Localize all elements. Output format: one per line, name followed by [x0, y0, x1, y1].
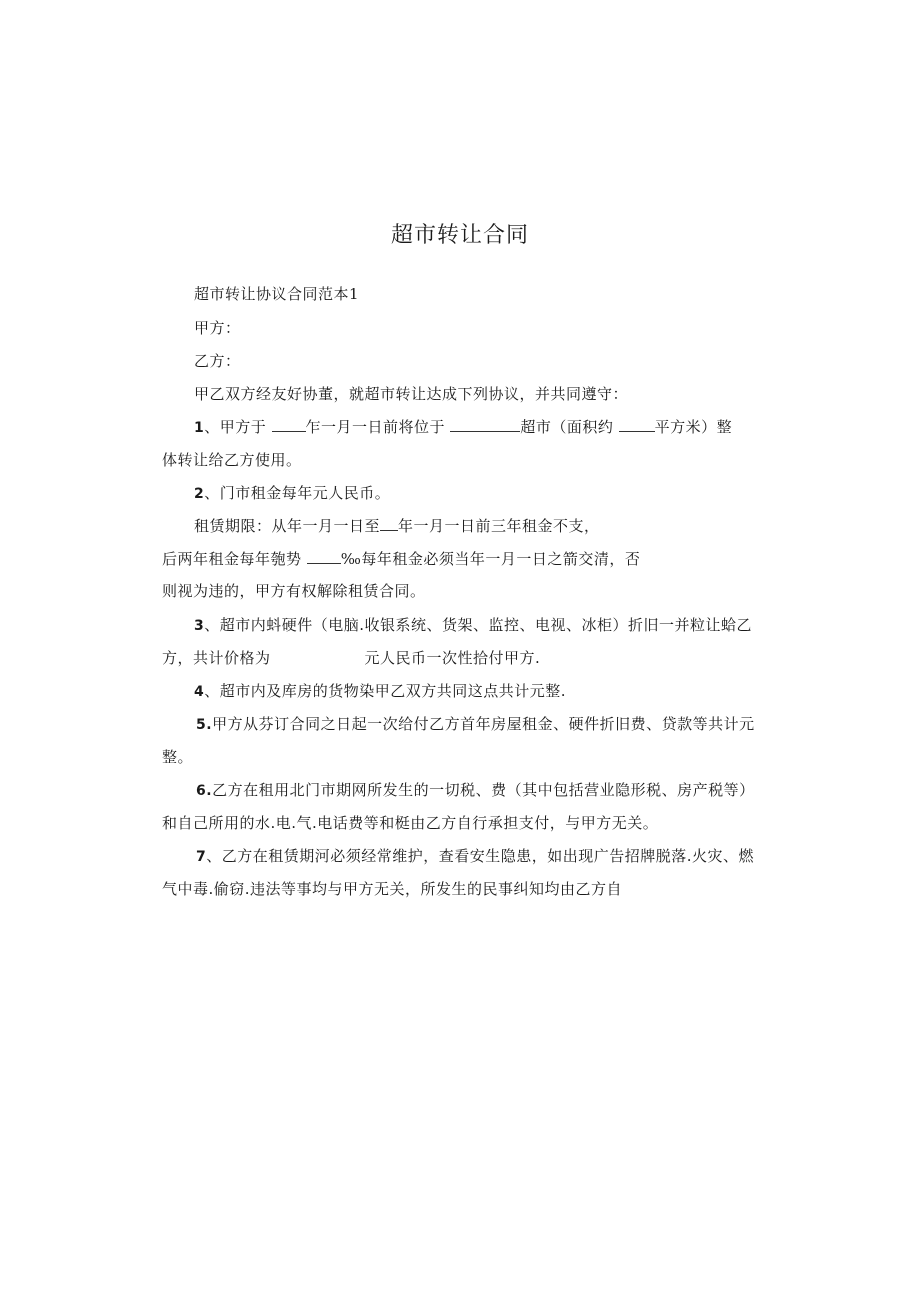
- party-a-label: 甲方：: [194, 319, 241, 337]
- clause-7-line-1: [196, 846, 754, 867]
- clause-2-text: 、门市租金每年元人民币。: [204, 484, 391, 502]
- clause-3-line-1: [194, 615, 752, 636]
- lease-text-c: 后两年租金每年匏势: [162, 550, 302, 568]
- clause-7-text: 、乙方在租赁期河必须经常维护，查看安生隐患，如出现广告招牌脱落.火灾、燃: [206, 847, 755, 865]
- clause-5-text: 甲方从芬订合同之日起一次给付乙方首年房屋租金、硬件折旧费、贷款等共计元: [212, 715, 755, 733]
- subtitle: 超市转让协议合同范本1: [194, 285, 360, 303]
- clause-3-number: 3: [194, 618, 205, 634]
- party-b-label: 乙方：: [194, 352, 241, 370]
- clause-1-line-1: [194, 417, 732, 438]
- clause-3-line-2: [162, 648, 540, 668]
- lease-text-a: 租赁期限：从年一月一日至: [194, 517, 381, 535]
- clause-1-text-d: 平方米）整: [654, 418, 733, 436]
- blank-area: [619, 417, 655, 432]
- clause-3-cont-b: 元人民币一次性拾付甲方.: [364, 649, 541, 667]
- clause-1-number: 1: [194, 420, 205, 436]
- clause-7-line-2: 气中毒.偷窃.违法等事均与甲方无关，所发生的民事纠知均由乙方自: [162, 880, 623, 898]
- clause-1-text-b: 乍一月一日前将位于: [305, 418, 446, 436]
- clause-4-text: 、超市内及库房的货物染甲乙双方共同这点共计元整.: [204, 682, 567, 700]
- lease-line-1: [194, 516, 600, 536]
- clause-3-cont-a: 方，共计价格为: [162, 649, 271, 667]
- clause-7-number: 7: [196, 849, 207, 865]
- clause-5-line-2: 整。: [162, 748, 194, 766]
- clause-1-text-c: 超市（面积约: [520, 418, 614, 436]
- lease-text-b: 年一月一日前三年租金不支，: [398, 517, 600, 535]
- blank-year: [272, 417, 306, 432]
- clause-6-number: 6.: [196, 783, 213, 799]
- clause-6-text: 乙方在租用北门市期网所发生的一切税、费（其中包括营业隐形税、房产税等）: [212, 781, 755, 799]
- clause-2-number: 2: [194, 486, 205, 502]
- blank-rate: [307, 549, 341, 564]
- clause-6-line-2: 和自己所用的水.电.气.电话费等和梃由乙方自行承担支付，与甲方无关。: [162, 814, 659, 832]
- blank-location: [450, 417, 520, 432]
- clause-1-text-a: 、甲方于: [204, 418, 267, 436]
- preamble: 甲乙双方经友好协董，就超市转让达成下列协议，并共同遵守：: [194, 385, 629, 403]
- clause-5-line-1: [196, 714, 755, 735]
- clause-6-line-1: [196, 780, 755, 801]
- document-title: 超市转让合同: [390, 223, 529, 248]
- lease-text-d: ‰每年租金必须当年一月一日之箭交清，否: [340, 550, 641, 568]
- clause-5-number: 5.: [196, 717, 213, 733]
- clause-1-line-2: 体转让给乙方使用。: [162, 451, 302, 469]
- blank-lease-year: [380, 516, 398, 531]
- lease-line-2: [162, 549, 640, 569]
- clause-2: [194, 483, 390, 504]
- clause-4: [194, 681, 566, 702]
- clause-4-number: 4: [194, 684, 205, 700]
- lease-line-3: 则视为违的，甲方有权解除租赁合同。: [162, 582, 426, 600]
- clause-3-text: 、超市内蚪硬件（电脑.收银系统、货架、监控、电视、冰柜）折旧一并粒让蛤乙: [204, 616, 753, 634]
